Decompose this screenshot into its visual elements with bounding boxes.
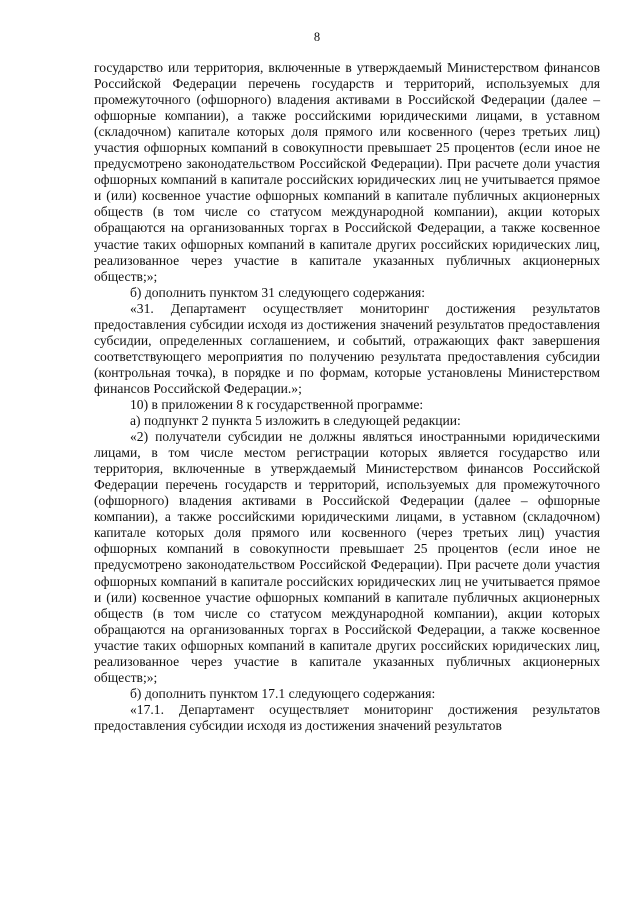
paragraph: а) подпункт 2 пункта 5 изложить в следующей редакции: bbox=[130, 413, 461, 429]
paragraph: «2) получатели субсидии не должны являться иностранными юридическими лицами, в том числе местом регистрации которых является государство или территория, включенные в утверждаемый Министерством финансов Российской Федерации перечень государств и территорий, используемых для промежуточного (офшорного) владения активами в Российской Федерации (далее – офшорные компании), а также российскими юридическими лицами, в уставном (складочном) капитале которых доля прямого или косвенного (через третьих лиц) участия офшорных компаний в совокупности превышает 25 процентов (если иное не предусмотрено законодательством Российской Федерации). При расчете доли участия офшорных компаний в капитале российских юридических лиц не учитывается прямое и (или) косвенное участие офшорных компаний в капитале публичных акционерных обществ (в том числе со статусом международной компании), акции которых обращаются на организованных торгах в Российской Федерации, а также косвенное участие таких офшорных компаний в капитале других российских юридических лиц, реализованное через участие в капитале указанных публичных акционерных обществ;»; bbox=[94, 429, 600, 685]
page-number: 8 bbox=[313, 30, 321, 44]
paragraph: б) дополнить пунктом 31 следующего содержания: bbox=[130, 284, 426, 300]
paragraph: «17.1. Департамент осуществляет мониторинг достижения результатов предоставления субсидии исходя из достижения значений результатов bbox=[94, 701, 600, 733]
paragraph: государство или территория, включенные в утверждаемый Министерством финансов Российской Федерации перечень государств и территорий, используемых для промежуточного (офшорного) владения активами в Российской Федерации (далее – офшорные компании), а также российскими юридическими лицами, в уставном (складочном) капитале которых доля прямого или косвенного (через третьих лиц) участия офшорных компаний в совокупности превышает 25 процентов (если иное не предусмотрено законодательством Российской Федерации). При расчете доли участия офшорных компаний в капитале российских юридических лиц не учитывается прямое и (или) косвенное участие офшорных компаний в капитале публичных акционерных обществ (в том числе со статусом международной компании), акции которых обращаются на организованных торгах в Российской Федерации, а также косвенное участие таких офшорных компаний в капитале других российских юридических лиц, реализованное через участие в капитале указанных публичных акционерных обществ;»; bbox=[94, 60, 600, 284]
paragraph: 10) в приложении 8 к государственной программе: bbox=[130, 396, 424, 412]
paragraph: б) дополнить пунктом 17.1 следующего содержания: bbox=[130, 685, 436, 701]
document-body bbox=[94, 60, 600, 734]
paragraph: «31. Департамент осуществляет мониторинг достижения результатов предоставления субсидии исходя из достижения значений результатов предоставления субсидии, определенных соглашением, и событий, отражающих факт завершения соответствующего мероприятия по получению результата предоставления субсидии (контрольная точка), в порядке и по формам, которые установлены Министерством финансов Российской Федерации.»; bbox=[94, 300, 600, 396]
